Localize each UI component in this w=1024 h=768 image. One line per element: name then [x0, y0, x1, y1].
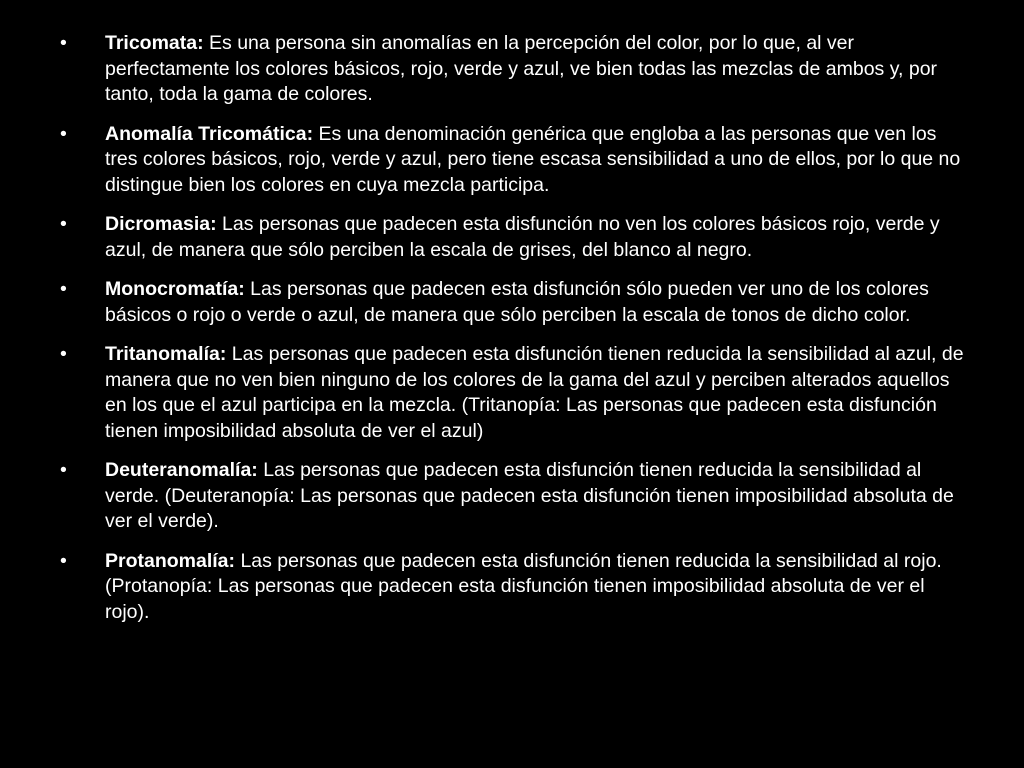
bullet-item-tritanomalia [60, 342, 965, 444]
bullet-item-anomalia-tricomatica [60, 122, 965, 199]
bullet-icon: • [60, 122, 67, 145]
bullet-list [60, 31, 965, 639]
bullet-item-dicromasia [60, 212, 965, 263]
term-label: Tricomata: [105, 32, 204, 54]
term-label: Deuteranomalía: [105, 459, 258, 481]
term-label: Dicromasia: [105, 213, 217, 235]
term-label: Anomalía Tricomática: [105, 122, 314, 145]
bullet-icon: • [60, 278, 67, 300]
bullet-item-protanomalia [60, 549, 965, 626]
bullet-icon: • [60, 32, 67, 54]
bullet-item-monocromatia [60, 277, 965, 328]
bullet-item-tricomata [60, 31, 965, 108]
term-label: Monocromatía: [105, 278, 245, 300]
term-description: Es una persona sin anomalías en la percepción del color, por lo que, al ver perfectamente los colores básicos, rojo, verde y azul, ve bien todas las mezclas de ambos y, por tanto, toda la gama de colores. [105, 32, 938, 105]
term-label: Protanomalía: [105, 549, 236, 572]
bullet-icon: • [60, 213, 67, 235]
term-description: Es una denominación genérica que engloba a las personas que ven los tres colores básicos, rojo, verde y azul, pero tiene escasa sensibilidad a uno de ellos, por lo que no distingue bien los colores en cuya mezcla participa. [105, 122, 961, 196]
term-description: Las personas que padecen esta disfunción sólo pueden ver uno de los colores básicos o rojo o verde o azul, de manera que sólo perciben la escala de tonos de dicho color. [105, 278, 929, 326]
bullet-item-deuteranomalia [60, 458, 965, 535]
term-description: Las personas que padecen esta disfunción tienen reducida la sensibilidad al azul, de manera que no ven bien ninguno de los colores de la gama del azul y perciben alterados aquellos en los que el azul participa en la mezcla. (Tritanopía: Las personas que padecen esta disfunción tienen imposibilidad absoluta de ver el azul) [105, 343, 964, 442]
bullet-icon: • [60, 343, 67, 365]
term-description: Las personas que padecen esta disfunción tienen reducida la sensibilidad al verde. (Deuteranopía: Las personas que padecen esta disfunción tienen imposibilidad absoluta de ver el verde). [105, 459, 954, 532]
bullet-icon: • [60, 549, 67, 572]
bullet-icon: • [60, 459, 67, 481]
term-label: Tritanomalía: [105, 343, 227, 365]
term-description: Las personas que padecen esta disfunción tienen reducida la sensibilidad al rojo. (Protanopía: Las personas que padecen esta disfunción tienen imposibilidad absoluta de ver el rojo). [105, 549, 942, 623]
term-description: Las personas que padecen esta disfunción no ven los colores básicos rojo, verde y azul, de manera que sólo perciben la escala de grises, del blanco al negro. [105, 213, 940, 261]
